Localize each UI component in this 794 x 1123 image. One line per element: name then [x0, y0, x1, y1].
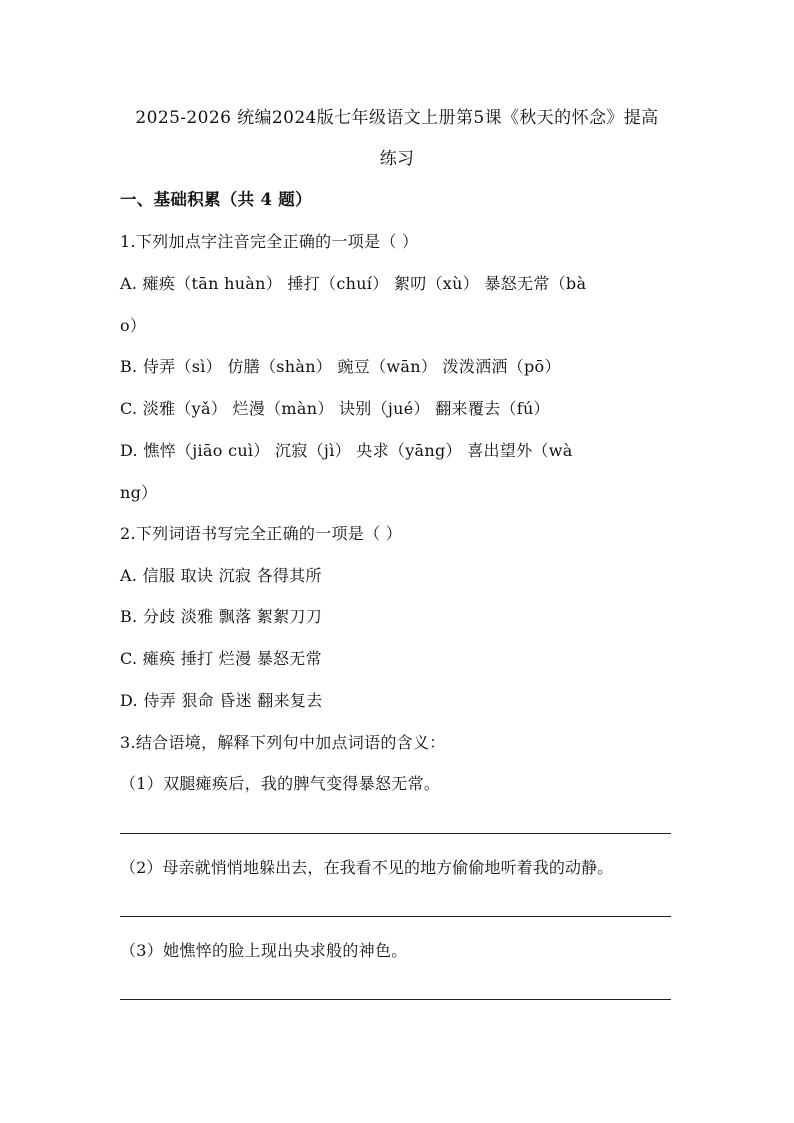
question-2-option-c: C. 瘫痪 捶打 烂漫 暴怒无常 — [120, 649, 322, 668]
question-1-option-d: D. 憔悴（jiāo cuì） 沉寂（jì） 央求（yāng） 喜出望外（wà — [120, 441, 573, 460]
document-title-line2: 练习 — [379, 149, 415, 169]
question-1-option-a-continued: o） — [120, 316, 147, 335]
question-3-sub-1: （1）双腿瘫痪后，我的脾气变得暴怒无常。 — [120, 774, 441, 793]
question-1-option-d-continued: ng） — [120, 483, 158, 502]
question-1-option-b: B. 侍弄（sì） 仿膳（shàn） 豌豆（wān） 泼泼洒洒（pō） — [120, 357, 561, 376]
answer-line-3 — [120, 999, 671, 1000]
question-1-option-a: A. 瘫痪（tān huàn） 捶打（chuí） 絮叨（xù） 暴怒无常（bà — [120, 274, 587, 293]
question-2-stem: 2.下列词语书写完全正确的一项是（ ） — [120, 524, 403, 543]
question-3-sub-3: （3）她憔悴的脸上现出央求般的神色。 — [120, 941, 408, 960]
question-3-stem: 3.结合语境，解释下列句中加点词语的含义： — [120, 733, 446, 752]
question-1-stem: 1.下列加点字注音完全正确的一项是（ ） — [120, 232, 419, 251]
answer-line-2 — [120, 916, 671, 917]
question-3-sub-2: （2）母亲就悄悄地躲出去，在我看不见的地方偷偷地听着我的动静。 — [120, 858, 614, 877]
question-2-option-d: D. 侍弄 狠命 昏迷 翻来复去 — [120, 691, 323, 710]
document-title-line1: 2025-2026 统编2024版七年级语文上册第5课《秋天的怀念》提高 — [135, 108, 659, 128]
question-2-option-a: A. 信服 取诀 沉寂 各得其所 — [120, 566, 322, 585]
question-2-option-b: B. 分歧 淡雅 飘落 絮絮刀刀 — [120, 607, 322, 626]
section-heading: 一、基础积累（共 4 题） — [120, 190, 312, 209]
question-1-option-c: C. 淡雅（yǎ） 烂漫（màn） 诀别（jué） 翻来覆去（fú） — [120, 399, 550, 418]
answer-line-1 — [120, 833, 671, 834]
